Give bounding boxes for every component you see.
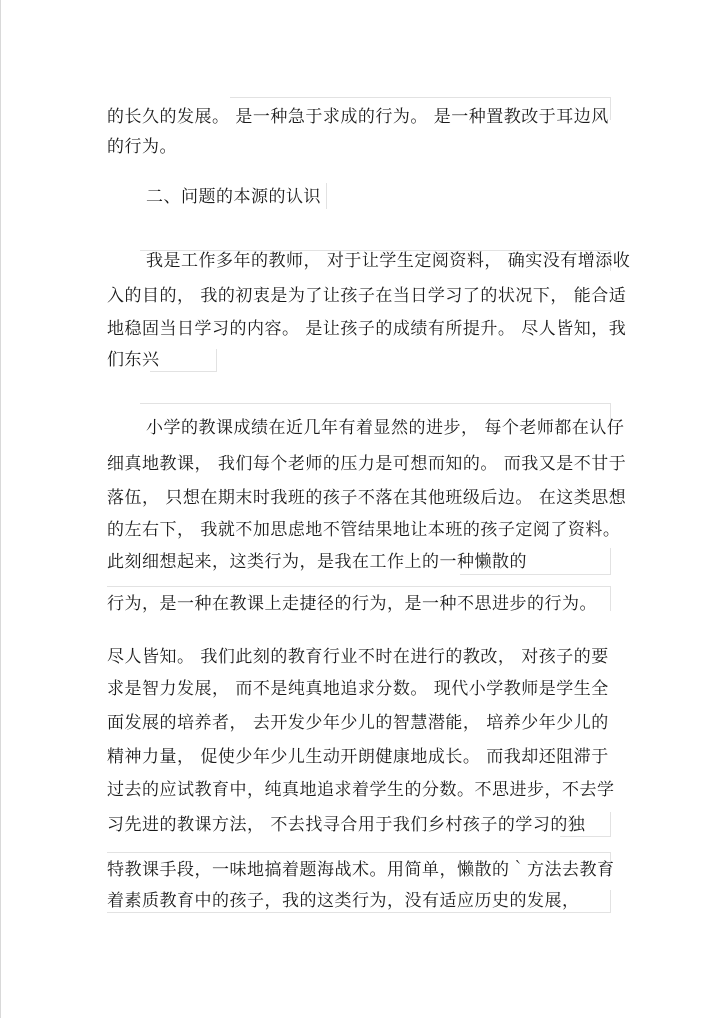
paragraph-line: 的长久的发展。 是一种急于求成的行为。 是一种置教改于耳边风 bbox=[107, 107, 609, 127]
section-heading: 二、问题的本源的认识 bbox=[146, 187, 321, 207]
paragraph-line: 的左右下， 我就不加思虑地不管结果地让本班的孩子定阅了资料。 bbox=[107, 520, 621, 540]
paragraph-line: 精神力量， 促使少年少儿生动开朗健康地成长。 而我却还阻滞于 bbox=[107, 747, 609, 767]
paragraph-line: 习先进的教课方法， 不去找寻合用于我们乡村孩子的学习的独 bbox=[107, 815, 586, 835]
paragraph-line: 此刻细想起来，这类行为，是我在工作上的一种懒散的 bbox=[107, 552, 527, 572]
paragraph-line: 的行为。 bbox=[107, 137, 177, 157]
paragraph-line: 小学的教课成绩在近几年有着显然的进步， 每个老师都在认仔 bbox=[146, 418, 625, 438]
paragraph-line: 着素质教育中的孩子，我的这类行为，没有适应历史的发展， bbox=[107, 891, 580, 911]
paragraph-line: 入的目的， 我的初衷是为了让孩子在当日学习了的状况下， 能合适 bbox=[107, 286, 627, 306]
paragraph-line: 细真地教课， 我们每个老师的压力是可想而知的。 而我又是不甘于 bbox=[107, 454, 627, 474]
paragraph-line: 地稳固当日学习的内容。 是让孩子的成绩有所提升。 尽人皆知，我 bbox=[107, 319, 627, 339]
paragraph-line: 落伍， 只想在期末时我班的孩子不落在其他班级后边。 在这类思想 bbox=[107, 488, 627, 508]
paragraph-line: 我是工作多年的教师， 对于让学生定阅资料， 确实没有增添收 bbox=[146, 251, 631, 271]
paragraph-line: 们东兴 bbox=[107, 350, 160, 370]
page-left-edge bbox=[0, 0, 1, 1018]
paragraph-line: 求是智力发展， 而不是纯真地追求分数。 现代小学教师是学生全 bbox=[107, 679, 609, 699]
paragraph-line: 行为，是一种在教课上走捷径的行为，是一种不思进步的行为。 bbox=[107, 594, 597, 614]
paragraph-line: 尽人皆知。 我们此刻的教育行业不时在进行的教改， 对孩子的要 bbox=[107, 647, 609, 667]
paragraph-line: 面发展的培养者， 去开发少年少儿的智慧潜能， 培养少年少儿的 bbox=[107, 713, 609, 733]
paragraph-line: 过去的应试教育中，纯真地追求着学生的分数。不思进步，不去学 bbox=[107, 780, 615, 800]
paragraph-line: 特教课手段，一味地搞着题海战术。用简单，懒散的｀方法去教育 bbox=[107, 860, 615, 880]
